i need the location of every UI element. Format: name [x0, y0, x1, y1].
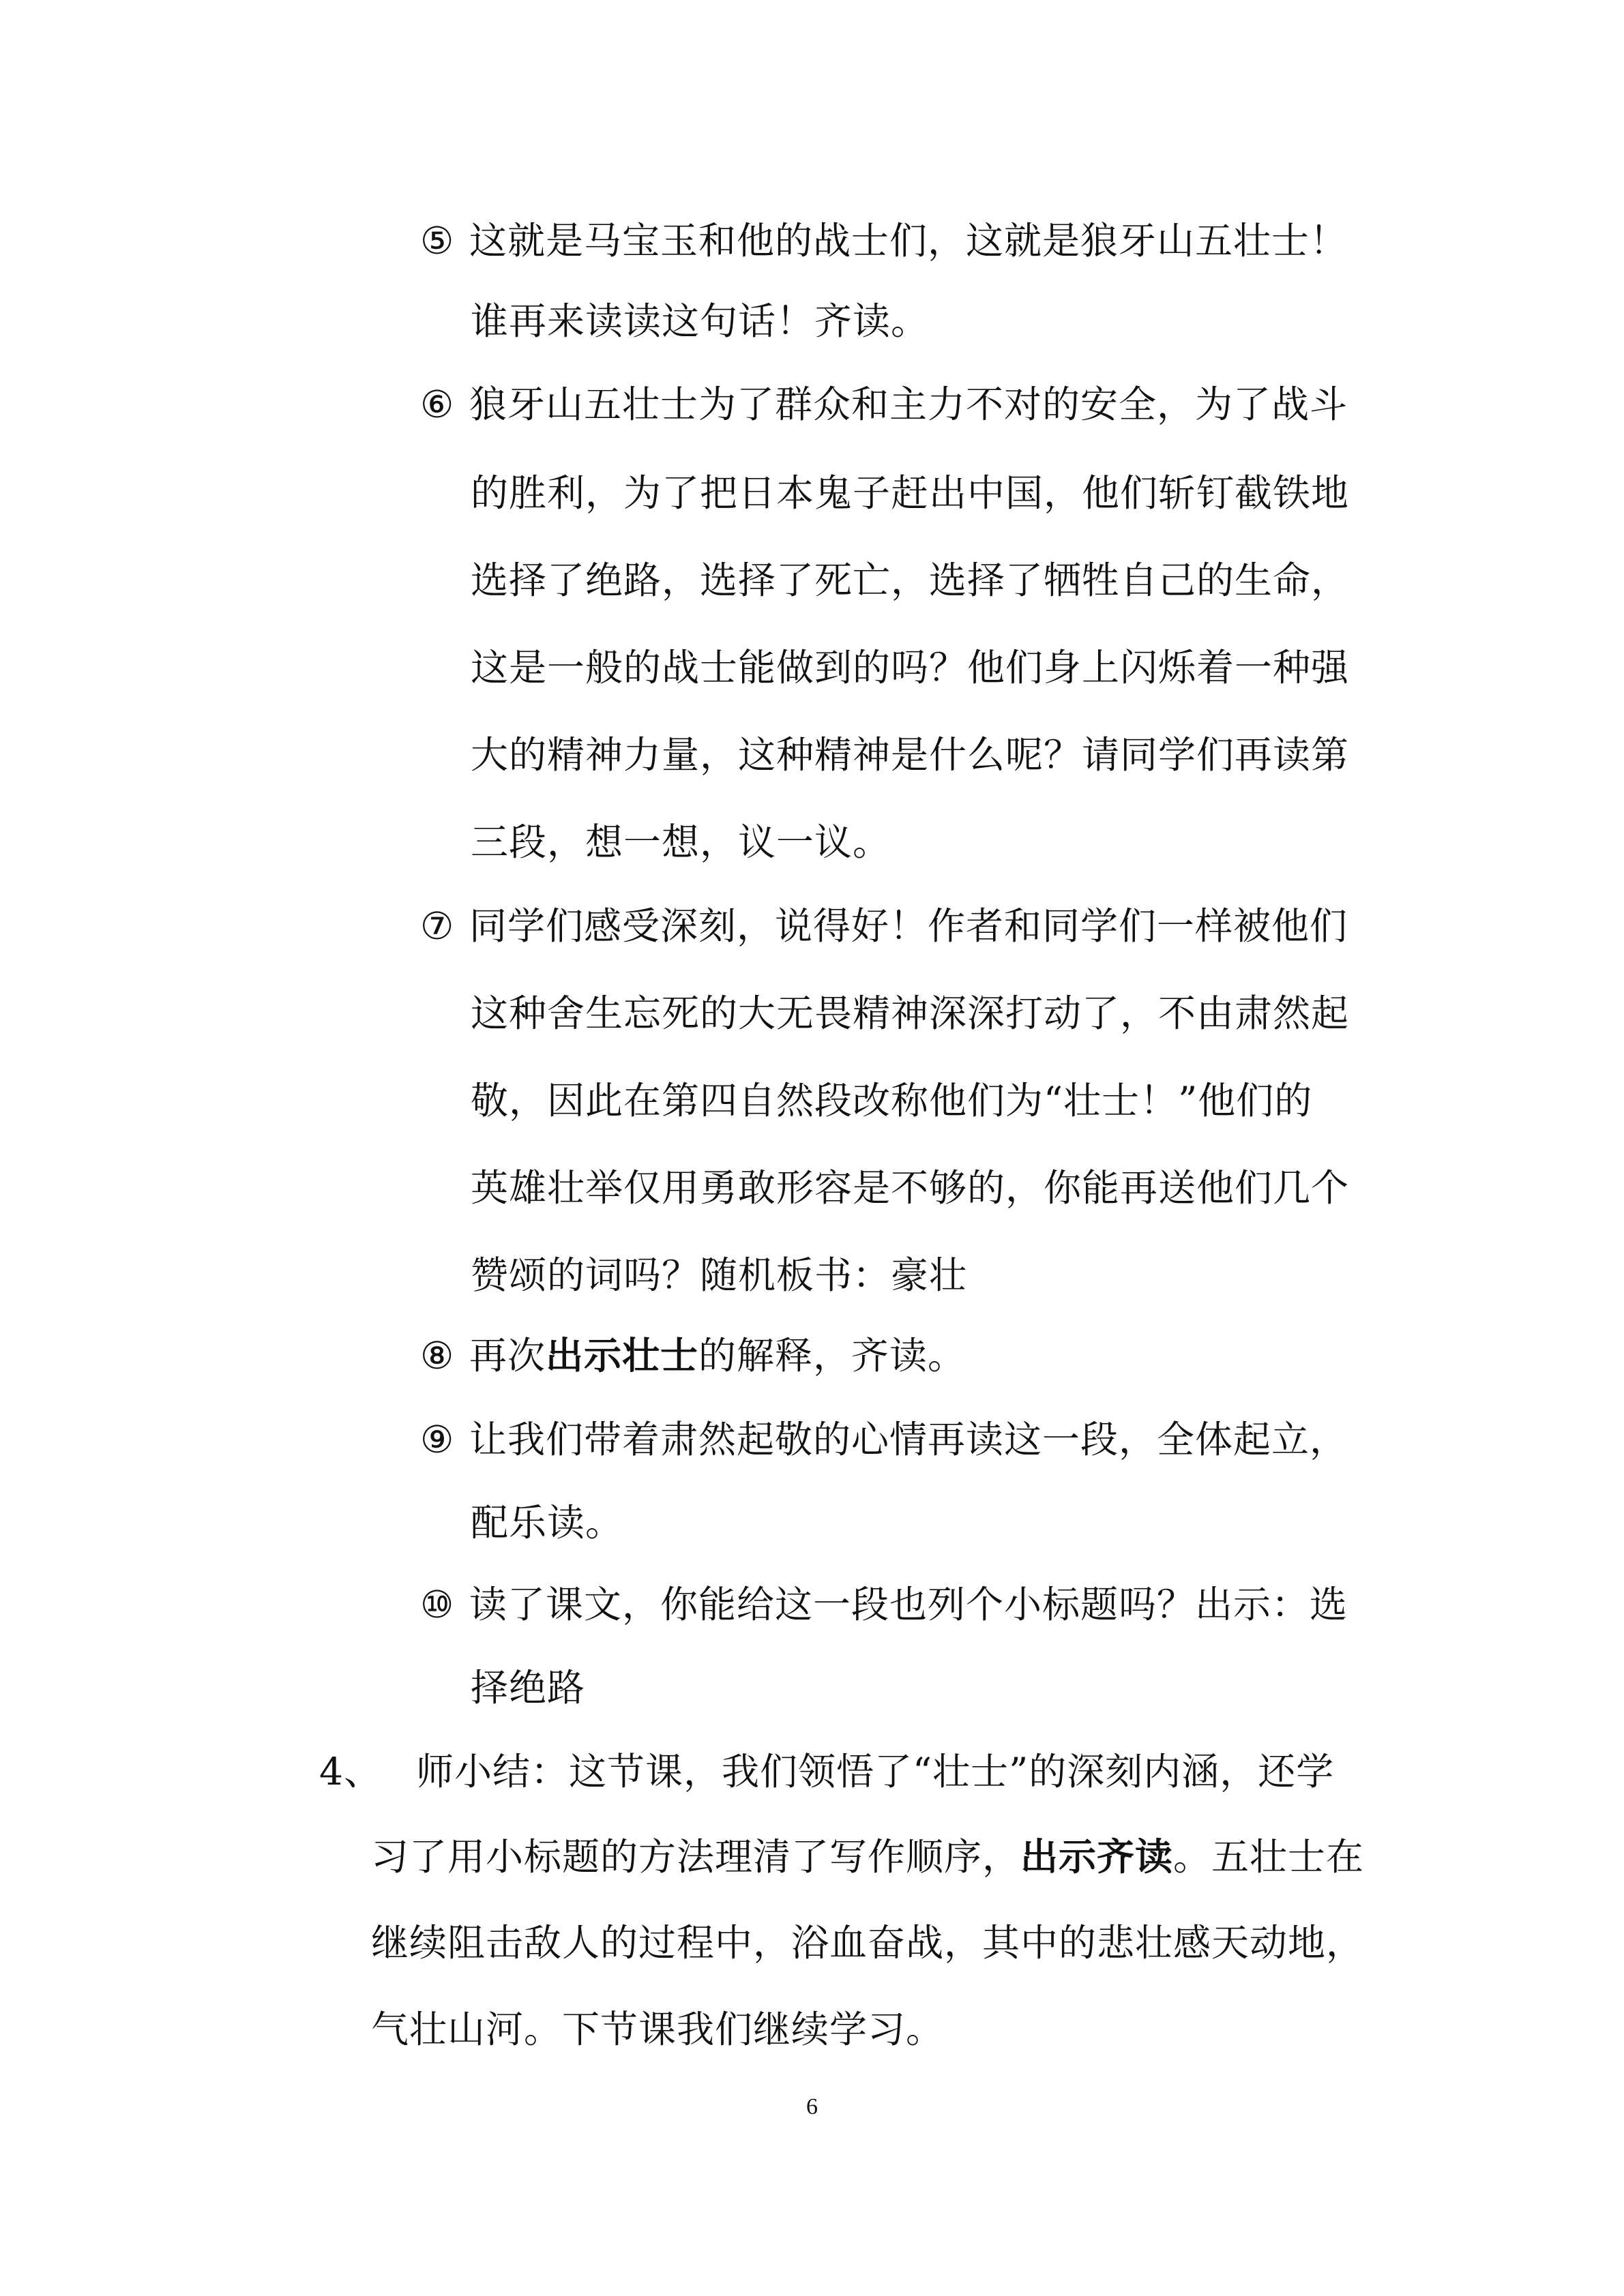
item-7-line-3: 敬，因此在第四自然段改称他们为“壮士！”他们的 [471, 1079, 1313, 1122]
item-8-line [420, 1332, 966, 1380]
item-5-text: 这就是马宝玉和他的战士们，这就是狼牙山五壮士！ [469, 219, 1348, 263]
section-4-line-2 [371, 1833, 1364, 1881]
item-9-line-2: 配乐读。 [471, 1501, 624, 1545]
item-10-number: ⑩ [420, 1583, 455, 1626]
item-7-line-4: 英雄壮举仅用勇敢形容是不够的，你能再送他们几个 [471, 1166, 1350, 1210]
item-10-line-2: 择绝路 [471, 1666, 586, 1710]
item-5-number: ⑤ [420, 219, 455, 263]
item-8-text-bold: 出示壮士 [546, 1333, 699, 1377]
item-9-number: ⑨ [420, 1418, 455, 1461]
section-4-line-2-pre: 习了用小标题的方法理清了写作顺序， [371, 1835, 1021, 1879]
section-4-line-2-post: 。五壮士在 [1173, 1835, 1365, 1879]
item-6-line-5: 大的精神力量，这种精神是什么呢？请同学们再读第 [471, 733, 1350, 777]
item-7-line-1 [420, 902, 1348, 950]
item-6-number: ⑥ [420, 383, 455, 426]
item-8-text-pre: 再次 [469, 1334, 546, 1377]
item-6-line-2: 的胜利，为了把日本鬼子赶出中国，他们斩钉截铁地 [471, 471, 1350, 515]
item-10-text: 读了课文，你能给这一段也列个小标题吗？出示：选 [469, 1583, 1348, 1626]
item-5-line-2: 谁再来读读这句话！齐读。 [471, 299, 930, 343]
item-9-text: 让我们带着肃然起敬的心情再读这一段，全体起立， [469, 1418, 1348, 1461]
item-7-text: 同学们感受深刻，说得好！作者和同学们一样被他们 [469, 904, 1348, 948]
item-10-line-1 [420, 1581, 1348, 1628]
section-4-text: 师小结：这节课，我们领悟了“壮士”的深刻内涵，还学 [416, 1750, 1335, 1793]
item-9-line-1 [420, 1416, 1348, 1463]
item-6-line-1 [420, 381, 1348, 428]
section-4-number: 4、 [319, 1750, 382, 1793]
item-6-line-4: 这是一般的战士能做到的吗？他们身上闪烁着一种强 [471, 646, 1350, 689]
section-4-line-2-bold: 出示齐读 [1020, 1834, 1174, 1879]
item-6-line-3: 选择了绝路，选择了死亡，选择了牺牲自己的生命， [471, 558, 1350, 602]
item-8-text-post: 的解释，齐读。 [698, 1334, 966, 1377]
item-7-line-2: 这种舍生忘死的大无畏精神深深打动了，不由肃然起 [471, 992, 1350, 1035]
section-4-line-1 [319, 1748, 1334, 1795]
item-6-line-6: 三段，想一想，议一议。 [471, 820, 891, 864]
item-7-number: ⑦ [420, 904, 455, 948]
item-8-number: ⑧ [420, 1334, 455, 1377]
item-7-line-5: 赞颂的词吗？随机板书：豪壮 [471, 1253, 968, 1297]
section-4-line-3: 继续阻击敌人的过程中，浴血奋战，其中的悲壮感天动地， [371, 1921, 1365, 1965]
item-5-line-1 [420, 217, 1348, 265]
item-6-text: 狼牙山五壮士为了群众和主力不对的安全，为了战斗 [469, 383, 1348, 426]
page-number: 6 [806, 2094, 818, 2119]
section-4-line-4: 气壮山河。下节课我们继续学习。 [371, 2008, 945, 2051]
